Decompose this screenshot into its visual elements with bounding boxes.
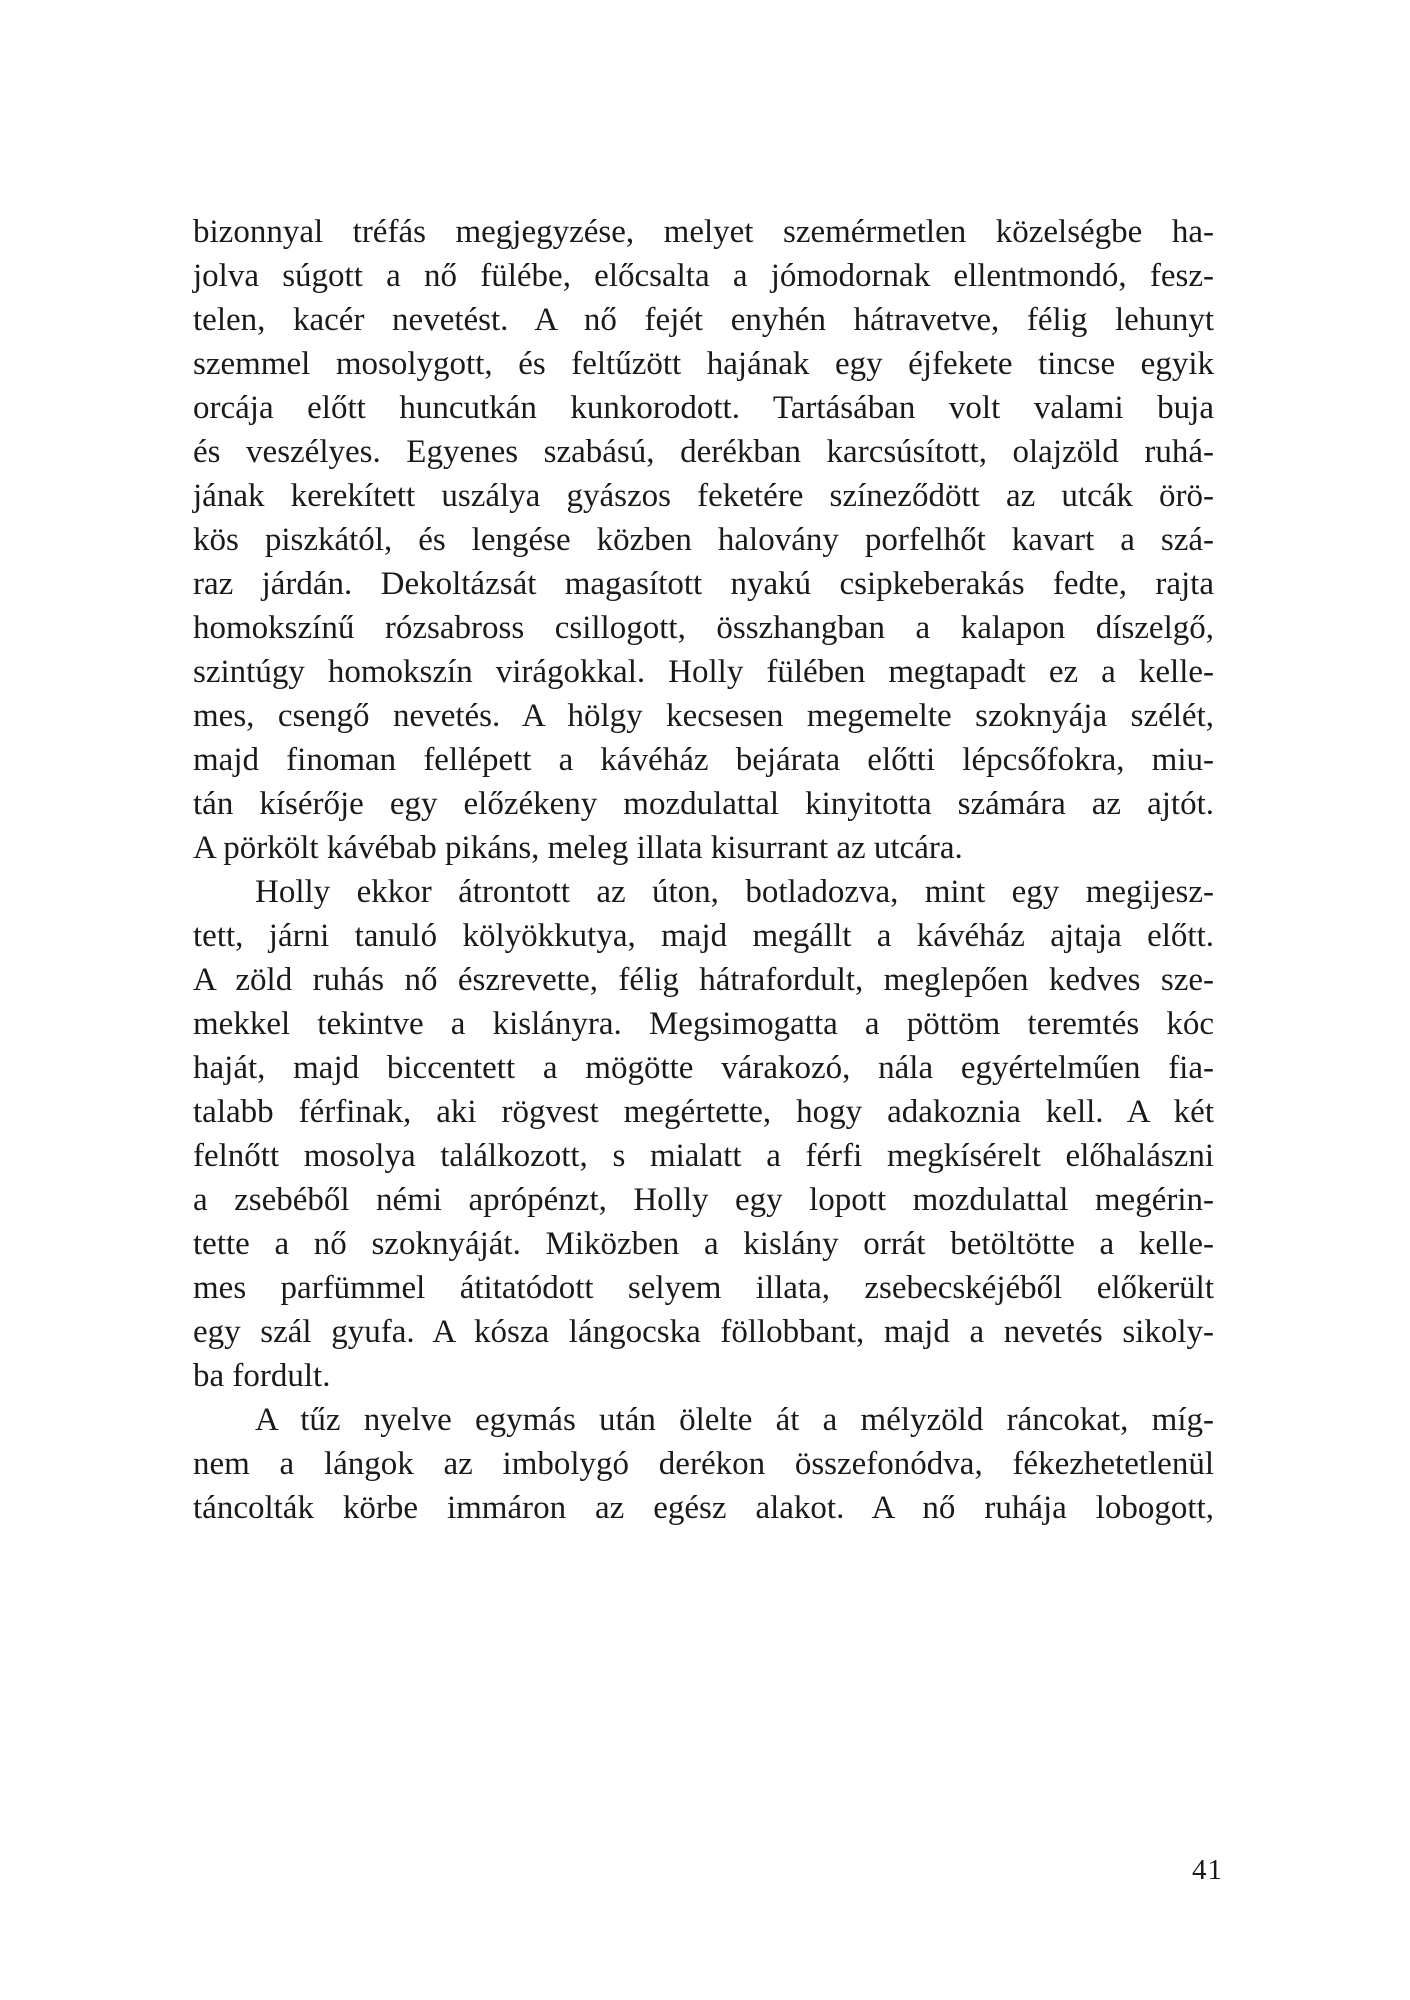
text-line: raz járdán. Dekoltázsát magasított nyakú csipkeberakás fedte, rajta bbox=[193, 566, 1214, 602]
text-line: mes parfümmel átitatódott selyem illata, zsebecskéjéből előkerült bbox=[193, 1270, 1214, 1306]
text-line: a zsebéből némi aprópénzt, Holly egy lopott mozdulattal megérin- bbox=[193, 1182, 1214, 1218]
text-line: kös piszkától, és lengése közben halovány porfelhőt kavart a szá- bbox=[193, 522, 1214, 558]
text-line: telen, kacér nevetést. A nő fejét enyhén hátravetve, félig lehunyt bbox=[193, 302, 1214, 338]
text-line: szintúgy homokszín virágokkal. Holly fülében megtapadt ez a kelle- bbox=[193, 654, 1214, 690]
text-line: szemmel mosolygott, és feltűzött hajának egy éjfekete tincse egyik bbox=[193, 346, 1214, 382]
text-line: mes, csengő nevetés. A hölgy kecsesen megemelte szoknyája szélét, bbox=[193, 698, 1214, 734]
text-line: tán kísérője egy előzékeny mozdulattal kinyitotta számára az ajtót. bbox=[193, 786, 1214, 822]
text-line: jának kerekített uszálya gyászos feketére színeződött az utcák örö- bbox=[193, 478, 1214, 514]
text-line: orcája előtt huncutkán kunkorodott. Tartásában volt valami buja bbox=[193, 390, 1214, 426]
text-line: homokszínű rózsabross csillogott, összhangban a kalapon díszelgő, bbox=[193, 610, 1214, 646]
text-line: felnőtt mosolya találkozott, s mialatt a férfi megkísérelt előhalászni bbox=[193, 1138, 1214, 1174]
text-line: tette a nő szoknyáját. Miközben a kislány orrát betöltötte a kelle- bbox=[193, 1226, 1214, 1262]
text-line: mekkel tekintve a kislányra. Megsimogatta a pöttöm teremtés kóc bbox=[193, 1006, 1214, 1042]
text-line: jolva súgott a nő fülébe, előcsalta a jómodornak ellentmondó, fesz- bbox=[193, 258, 1214, 294]
text-line: majd finoman fellépett a kávéház bejárata előtti lépcsőfokra, miu- bbox=[193, 742, 1214, 778]
text-line: táncolták körbe immáron az egész alakot. A nő ruhája lobogott, bbox=[193, 1490, 1214, 1526]
text-line: A tűz nyelve egymás után ölelte át a mélyzöld ráncokat, míg- bbox=[255, 1402, 1214, 1438]
text-line: talabb férfinak, aki rögvest megértette, hogy adakoznia kell. A két bbox=[193, 1094, 1214, 1130]
page-number: 41 bbox=[1192, 1854, 1223, 1886]
text-line: tett, járni tanuló kölyökkutya, majd megállt a kávéház ajtaja előtt. bbox=[193, 918, 1214, 954]
text-line: Holly ekkor átrontott az úton, botladozva, mint egy megijesz- bbox=[255, 874, 1214, 910]
text-line: és veszélyes. Egyenes szabású, derékban karcsúsított, olajzöld ruhá- bbox=[193, 434, 1214, 470]
text-line: haját, majd biccentett a mögötte várakozó, nála egyértelműen fia- bbox=[193, 1050, 1214, 1086]
text-line: bizonnyal tréfás megjegyzése, melyet szemérmetlen közelségbe ha- bbox=[193, 214, 1214, 250]
text-line: nem a lángok az imbolygó derékon összefonódva, fékezhetetlenül bbox=[193, 1446, 1214, 1482]
text-line: ba fordult. bbox=[193, 1358, 331, 1394]
text-line: A pörkölt kávébab pikáns, meleg illata kisurrant az utcára. bbox=[193, 830, 963, 866]
body-text bbox=[193, 210, 1214, 1530]
text-line: egy szál gyufa. A kósza lángocska föllobbant, majd a nevetés sikoly- bbox=[193, 1314, 1214, 1350]
text-line: A zöld ruhás nő észrevette, félig hátrafordult, meglepően kedves sze- bbox=[193, 962, 1214, 998]
